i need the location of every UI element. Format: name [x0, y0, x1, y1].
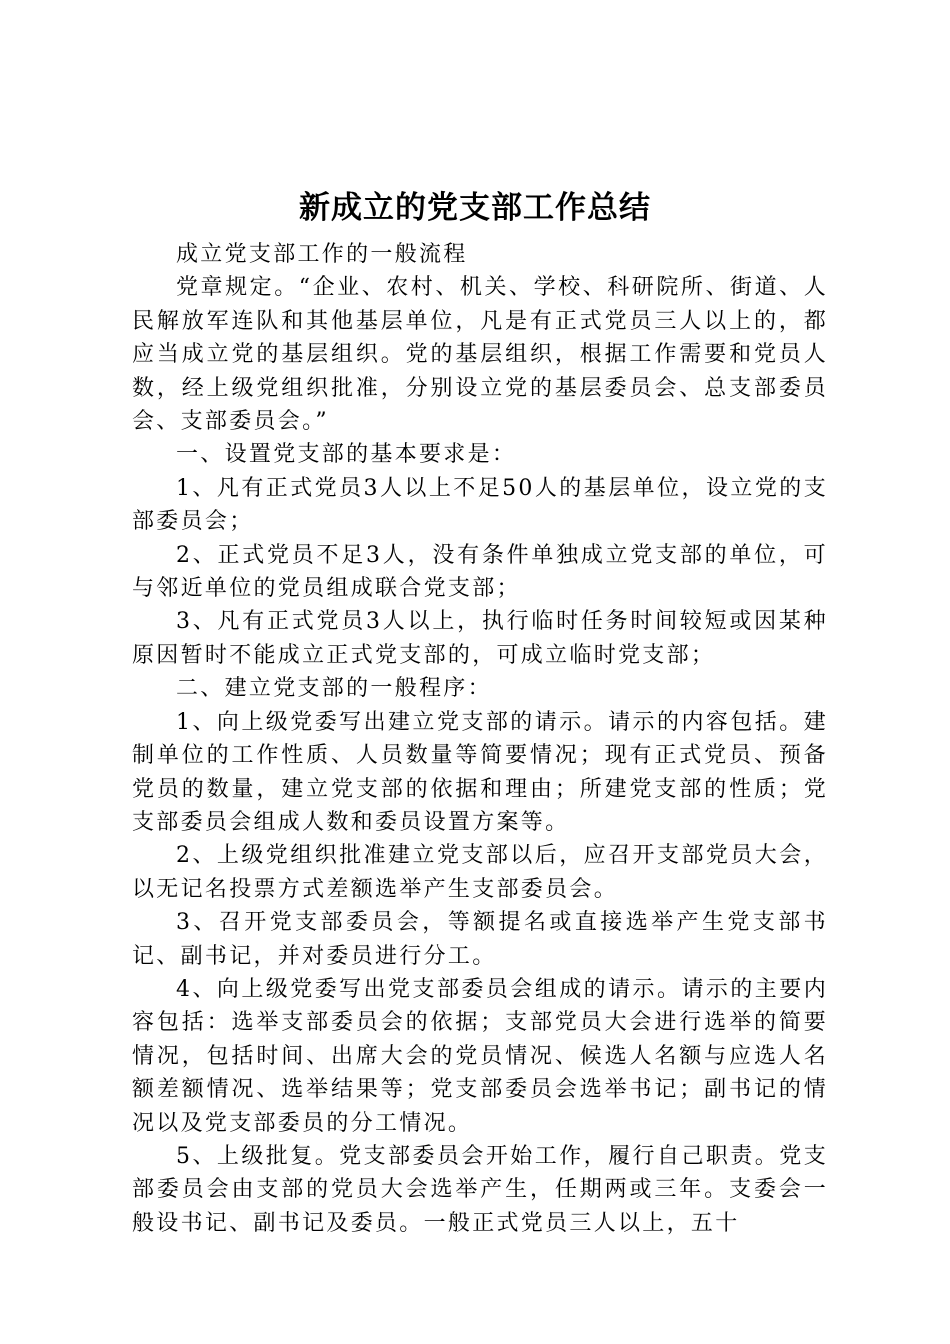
paragraph-section-one-heading: 一、设置党支部的基本要求是：	[176, 442, 517, 468]
paragraph-procedure-5: 5、上级批复。党支部委员会开始工作，履行自己职责。党支部委员会由支部的党员大会选举产生，任期两或三年。支委会一般设书记、副书记及委员。一般正式党员三人以上，五十	[132, 1143, 828, 1236]
paragraph-procedure-2: 2、上级党组织批准建立党支部以后，应召开支部党员大会，以无记名投票方式差额选举产生支部委员会。	[132, 843, 828, 902]
paragraph-section-two-heading: 二、建立党支部的一般程序：	[176, 676, 492, 702]
paragraph-procedure-4: 4、向上级党委写出党支部委员会组成的请示。请示的主要内容包括：选举支部委员会的依据；支部党员大会进行选举的简要情况，包括时间、出席大会的党员情况、候选人名额与应选人名额差额情况、选举结果等；党支部委员会选举书记；副书记的情况以及党支部委员的分工情况。	[132, 976, 828, 1136]
paragraph-requirement-3: 3、凡有正式党员3人以上，执行临时任务时间较短或因某种原因暂时不能成立正式党支部的，可成立临时党支部；	[132, 609, 828, 668]
paragraph-procedure-3: 3、召开党支部委员会，等额提名或直接选举产生党支部书记、副书记，并对委员进行分工。	[132, 910, 828, 969]
paragraph-procedure-1: 1、向上级党委写出建立党支部的请示。请示的内容包括。建制单位的工作性质、人员数量等简要情况；现有正式党员、预备党员的数量，建立党支部的依据和理由；所建党支部的性质；党支部委员会组成人数和委员设置方案等。	[132, 709, 828, 835]
paragraph-requirement-1: 1、凡有正式党员3人以上不足50人的基层单位，设立党的支部委员会；	[132, 475, 828, 535]
paragraph-heading-process: 成立党支部工作的一般流程	[176, 242, 468, 267]
paragraph-requirement-2: 2、正式党员不足3人，没有条件单独成立党支部的单位，可与邻近单位的党员组成联合党支部；	[132, 542, 828, 602]
paragraph-charter-quote: 党章规定。“企业、农村、机关、学校、科研院所、街道、人民解放军连队和其他基层单位，凡是有正式党员三人以上的，都应当成立党的基层组织。党的基层组织，根据工作需要和党员人数，经上级党组织批准，分别设立党的基层委员会、总支部委员会、支部委员会。”	[132, 275, 828, 435]
document-body	[132, 238, 828, 1240]
document-title: 新成立的党支部工作总结	[299, 190, 651, 226]
